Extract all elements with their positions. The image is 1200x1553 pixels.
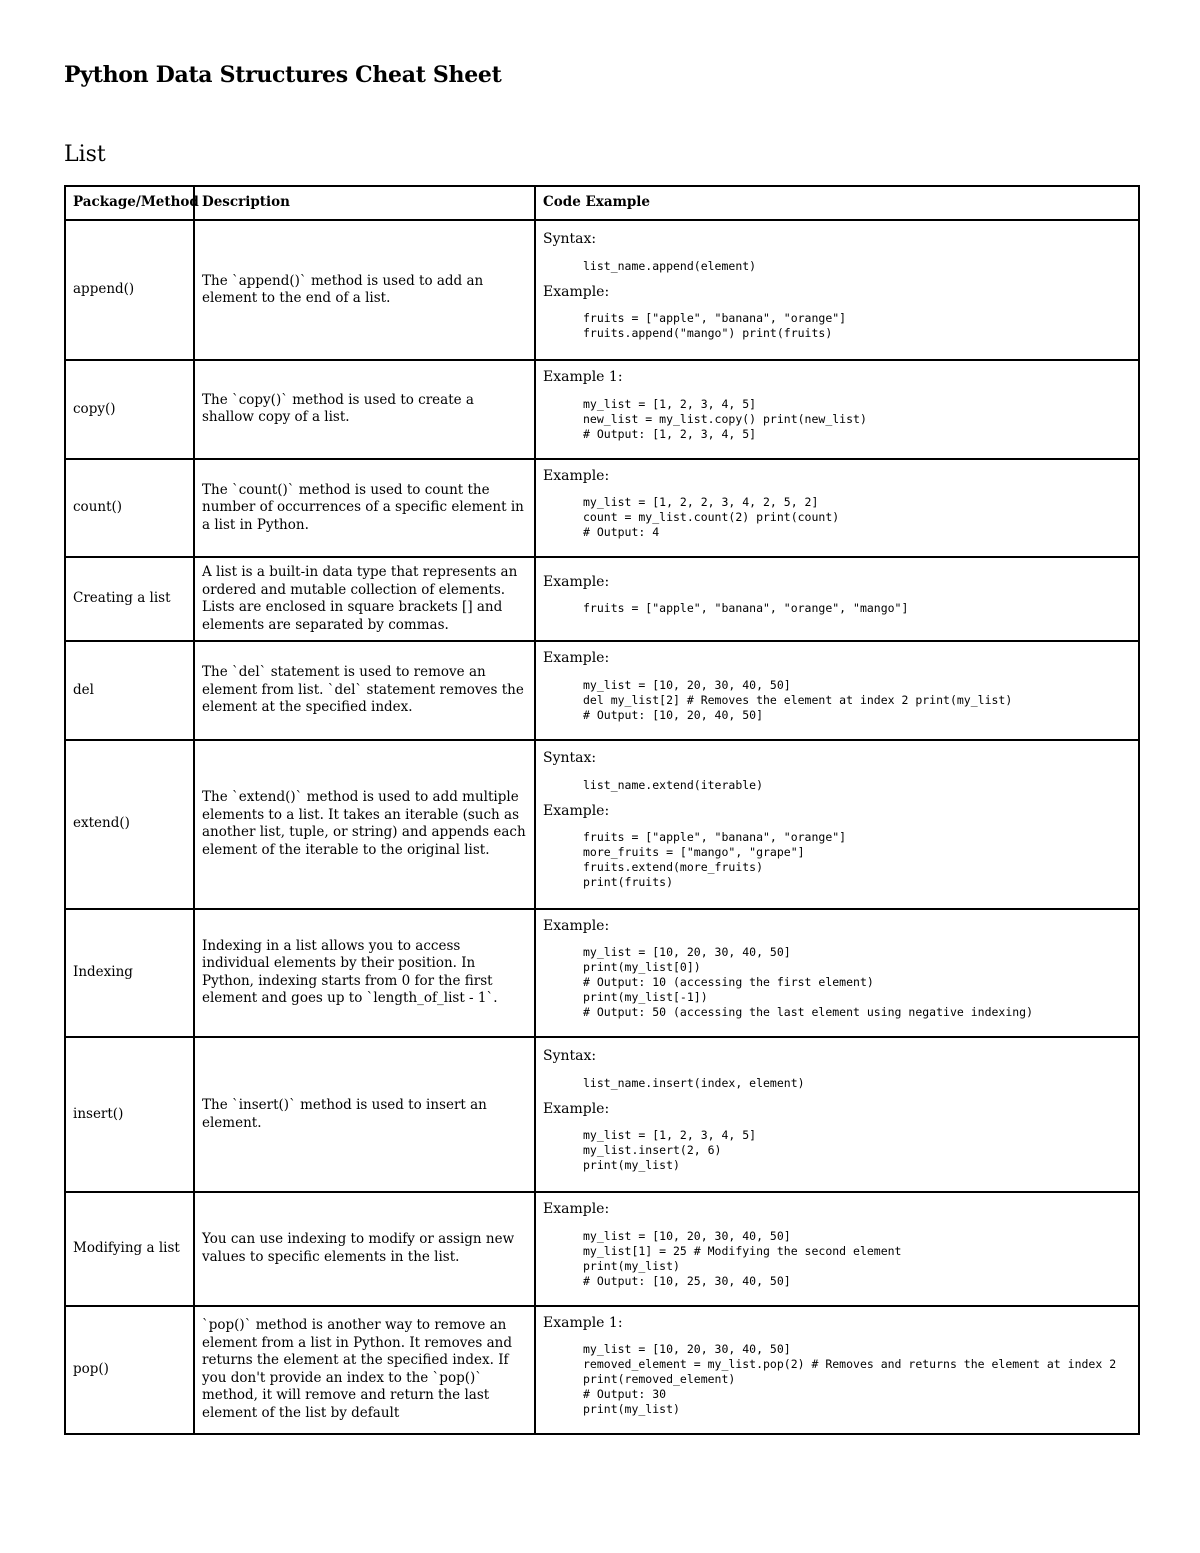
method-name: append() bbox=[65, 220, 194, 360]
table-row bbox=[65, 220, 1139, 360]
table-row bbox=[65, 360, 1139, 459]
table-row bbox=[65, 1306, 1139, 1435]
method-name: pop() bbox=[65, 1306, 194, 1435]
code-label: Example: bbox=[543, 917, 610, 934]
method-name: extend() bbox=[65, 740, 194, 909]
section-heading-list: List bbox=[64, 142, 106, 167]
code-label: Example 1: bbox=[543, 369, 623, 385]
code-label: Example: bbox=[543, 650, 610, 666]
method-description: `pop()` method is another way to remove an element from a list in Python. It removes and returns the element at the specified index. If you don't provide an index to the `pop()` method, it will remove and return the last element of the list by default bbox=[194, 1306, 535, 1435]
code-label: Example: bbox=[543, 467, 610, 484]
code-snippet: my_list = [10, 20, 30, 40, 50] removed_element = my_list.pop(2) # Removes and returns the element at index 2 print(removed_element) # Output: 30 print(my_list) bbox=[583, 1342, 1117, 1416]
header-method: Package/Method bbox=[65, 186, 194, 220]
code-example-cell bbox=[535, 360, 1139, 459]
method-description: A list is a built-in data type that represents an ordered and mutable collection of elements. Lists are enclosed in square brackets [] and elements are separated by commas. bbox=[194, 557, 535, 641]
method-description: Indexing in a list allows you to access individual elements by their position. In Python, indexing starts from 0 for the first element and goes up to `length_of_list - 1`. bbox=[194, 909, 535, 1038]
method-description: The `count()` method is used to count the number of occurrences of a specific element in a list in Python. bbox=[194, 459, 535, 558]
code-label: Example: bbox=[543, 1100, 610, 1117]
method-name: insert() bbox=[65, 1037, 194, 1192]
table-header-row bbox=[65, 186, 1139, 220]
table-row bbox=[65, 641, 1139, 740]
code-label: Example: bbox=[543, 1201, 610, 1217]
table-row bbox=[65, 1192, 1139, 1306]
method-name: Creating a list bbox=[65, 557, 194, 641]
method-description: The `append()` method is used to add an element to the end of a list. bbox=[194, 220, 535, 360]
code-example-cell bbox=[535, 557, 1139, 641]
page-title: Python Data Structures Cheat Sheet bbox=[64, 62, 502, 88]
page-bottom-margin bbox=[0, 1497, 1200, 1553]
method-description: The `copy()` method is used to create a shallow copy of a list. bbox=[194, 360, 535, 459]
table-row bbox=[65, 909, 1139, 1038]
table-row bbox=[65, 1037, 1139, 1192]
list-methods-table bbox=[64, 185, 1140, 1435]
code-example-cell bbox=[535, 1306, 1139, 1435]
table-row bbox=[65, 459, 1139, 558]
code-example-cell bbox=[535, 1192, 1139, 1306]
code-example-cell bbox=[535, 220, 1139, 360]
method-name: count() bbox=[65, 459, 194, 558]
code-label: Example: bbox=[543, 802, 610, 819]
code-label: Example: bbox=[543, 283, 610, 300]
code-example-cell bbox=[535, 1037, 1139, 1192]
method-description: The `del` statement is used to remove an element from list. `del` statement removes the element at the specified index. bbox=[194, 641, 535, 740]
method-description: You can use indexing to modify or assign new values to specific elements in the list. bbox=[194, 1192, 535, 1306]
code-snippet: my_list = [1, 2, 3, 4, 5] my_list.insert(2, 6) print(my_list) bbox=[583, 1128, 757, 1172]
code-snippet: list_name.extend(iterable) bbox=[583, 777, 764, 792]
code-snippet: my_list = [10, 20, 30, 40, 50] print(my_list[0]) # Output: 10 (accessing the first element) print(my_list[-1]) # Output: 50 (accessing the last element using negative indexing) bbox=[583, 945, 1034, 1019]
method-name: Indexing bbox=[65, 909, 194, 1038]
method-name: del bbox=[65, 641, 194, 740]
code-label: Syntax: bbox=[543, 231, 597, 247]
code-snippet: fruits = ["apple", "banana", "orange", "mango"] bbox=[583, 601, 909, 616]
method-name: copy() bbox=[65, 360, 194, 459]
table-row bbox=[65, 740, 1139, 909]
code-example-cell bbox=[535, 641, 1139, 740]
code-label: Example: bbox=[543, 573, 610, 590]
code-example-cell bbox=[535, 909, 1139, 1038]
code-label: Syntax: bbox=[543, 1048, 597, 1064]
code-example-cell bbox=[535, 740, 1139, 909]
method-name: Modifying a list bbox=[65, 1192, 194, 1306]
method-description: The `insert()` method is used to insert an element. bbox=[194, 1037, 535, 1192]
code-snippet: fruits = ["apple", "banana", "orange"] fruits.append("mango") print(fruits) bbox=[583, 311, 847, 340]
code-snippet: fruits = ["apple", "banana", "orange"] more_fruits = ["mango", "grape"] fruits.extend(more_fruits) print(fruits) bbox=[583, 830, 847, 889]
code-snippet: list_name.insert(index, element) bbox=[583, 1075, 805, 1090]
code-snippet: my_list = [10, 20, 30, 40, 50] my_list[1] = 25 # Modifying the second element print(my_list) # Output: [10, 25, 30, 40, 50] bbox=[583, 1228, 902, 1288]
table-row bbox=[65, 557, 1139, 641]
code-snippet: list_name.append(element) bbox=[583, 258, 757, 273]
code-label: Example 1: bbox=[543, 1314, 623, 1331]
header-code-example: Code Example bbox=[535, 186, 1139, 220]
code-snippet: my_list = [1, 2, 2, 3, 4, 2, 5, 2] count = my_list.count(2) print(count) # Output: 4 bbox=[583, 495, 840, 539]
code-snippet: my_list = [10, 20, 30, 40, 50] del my_list[2] # Removes the element at index 2 print(my_list) # Output: [10, 20, 40, 50] bbox=[583, 677, 1013, 722]
code-example-cell bbox=[535, 459, 1139, 558]
code-label: Syntax: bbox=[543, 750, 597, 766]
header-description: Description bbox=[194, 186, 535, 220]
method-description: The `extend()` method is used to add multiple elements to a list. It takes an iterable (such as another list, tuple, or string) and appends each element of the iterable to the original list. bbox=[194, 740, 535, 909]
code-snippet: my_list = [1, 2, 3, 4, 5] new_list = my_list.copy() print(new_list) # Output: [1, 2, 3, 4, 5] bbox=[583, 396, 867, 441]
